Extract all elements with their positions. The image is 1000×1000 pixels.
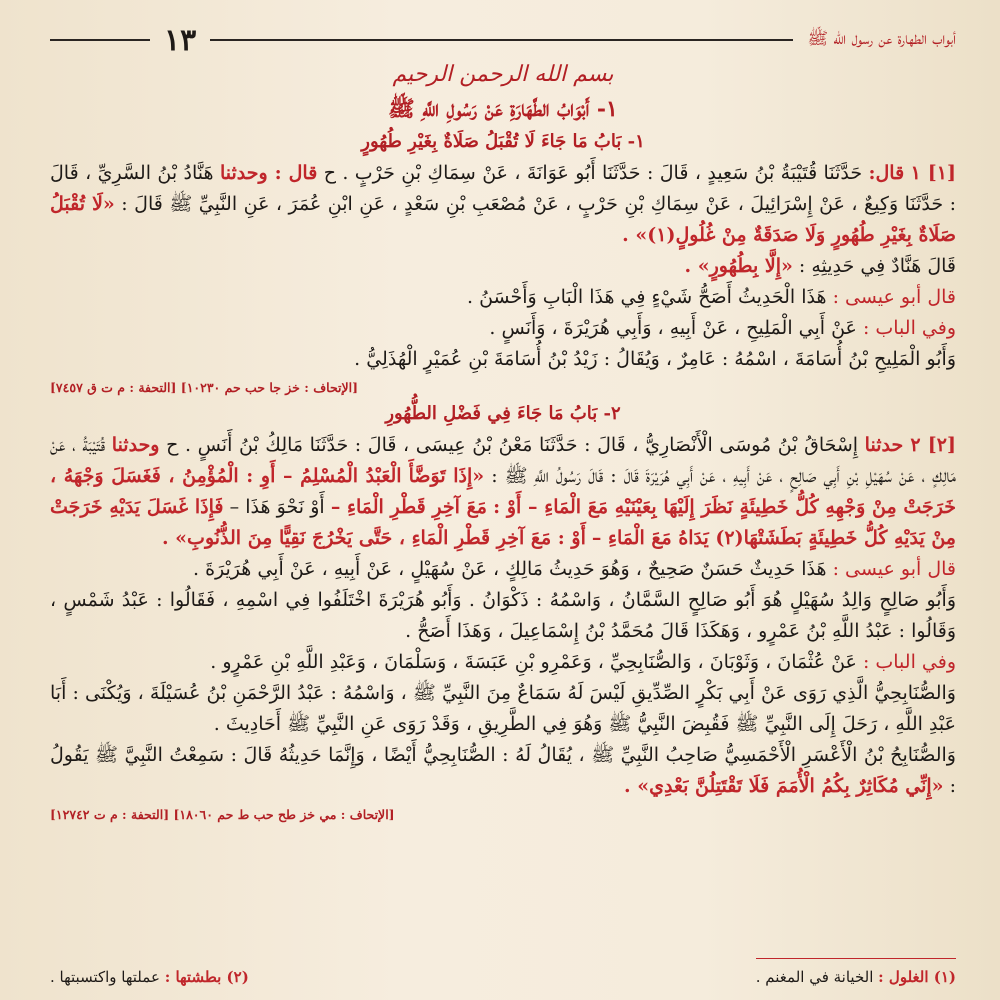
narration-lead: وحدثنا (111, 434, 160, 456)
text-run: عَنْ أَبِي الْمَلِيحِ ، عَنْ أَبِيهِ ، وَأَبِي هُرَيْرَةَ ، وَأَنَسٍ . (489, 317, 857, 339)
text-run: وَيُكْنَى : أَبَا عَبْدِ اللَّهِ ، رَحَلَ إِلَى النَّبِيِّ ﷺ فَقُبِضَ النَّبِيُّ ﷺ وَهُوَ فِي الطَّرِيقِ ، وَقَدْ رَوَى عَنِ النَّبِيِّ ﷺ أَحَادِيثَ . (50, 682, 956, 735)
hadith-paragraph (50, 430, 956, 554)
commentary-paragraph: وَأَبُو الْمَلِيحِ بْنُ أُسَامَةَ ، اسْمُهُ : عَامِرٌ ، وَيُقَالُ : زَيْدُ بْنُ أُسَامَةَ بْنِ عُمَيْرٍ الْهُذَلِيُّ . (354, 348, 956, 370)
reference-line: [التحفة : م ت ١٢٧٤٢] [الإتحاف : مي خز طح حب ط حم ١٨٠٦٠] (50, 807, 395, 822)
footnote-1 (756, 968, 956, 986)
hadith-matn: الْعَبْدُ الْمُسْلِمُ – أَوِ : الْمُؤْمِنُ ، فَغَسَلَ وَجْهَهُ ، خَرَجَتْ مِنْ وَجْهِهِ كُلُّ خَطِيئَةٍ نَظَرَ إِلَيْهَا بِعَيْنَيْهِ مَعَ الْمَاءِ – أَوْ : (50, 465, 956, 518)
footnote-text: الخيانة في المغنم . (755, 968, 874, 986)
text-run: قَالَ : (121, 193, 163, 215)
abu-isa-label: قال أبو عيسى : (832, 558, 956, 580)
commentary-paragraph (50, 585, 956, 647)
text-run: حَدَّثَنَا قُتَيْبَةُ بْنُ سَعِيدٍ ، قَالَ : حَدَّثَنَا أَبُو عَوَانَةَ ، عَنْ سِمَاكِ بْنِ حَرْبٍ . ح (323, 162, 863, 184)
text-run: هَنَّادُ بْنُ السَّرِيِّ ، (85, 162, 214, 184)
text-run: سَمِعْتُ النَّبِيَّ ﷺ يَقُولُ : (50, 744, 956, 797)
chapter-heading: ١- أَبْوَابُ الطَّهَارَةِ عَنْ رَسُولِ اللَّهِ ﷺ (388, 96, 618, 122)
running-head: أبواب الطهارة عن رسول الله ﷺ (807, 28, 956, 49)
commentary-paragraph (50, 647, 956, 678)
hadith-matn: أَوْ : مَعَ آخِرِ قَطْرِ الْمَاءِ ، حَتَّى يَخْرُجَ نَقِيًّا مِنَ الذُّنُوبِ» . (161, 527, 586, 549)
hadith-matn: «لَا تُقْبَلُ صَلَاةٌ بِغَيْرِ طُهُورٍ وَلَا صَدَقَةٌ مِنْ غُلُولٍ(١)» . (50, 193, 956, 246)
hadith-number: [١] ١ (910, 162, 956, 184)
header-rule (210, 39, 793, 41)
narration-lead: [٢] ٢ حدثنا (864, 434, 956, 456)
footnote-key: (١) الغلول : (878, 968, 956, 986)
abu-isa-label: قال أبو عيسى : (832, 286, 956, 308)
hadith-paragraph (50, 158, 956, 251)
text-run: وَالصُّنَابِحُ بْنُ الْأَعْسَرِ الْأَحْمَسِيُّ صَاحِبُ النَّبِيِّ ﷺ ، يُقَالُ لَهُ : الصُّنَابِحِيُّ أَيْضًا ، وَإِنَّمَا حَدِيثُهُ قَالَ : (230, 744, 956, 766)
section-heading-2: ٢- بَابُ مَا جَاءَ فِي فَضْلِ الطُّهُورِ (385, 403, 621, 424)
text-run: هَذَا الْحَدِيثُ أَصَحُّ شَيْءٍ فِي هَذَا الْبَابِ وَأَحْسَنُ . (466, 286, 827, 308)
reference-line: [التحفة : م ت ق ٧٤٥٧] [الإتحاف : خز جا حب حم ١٠٢٣٠] (50, 380, 359, 395)
page-header (50, 20, 956, 60)
commentary-paragraph (50, 251, 956, 282)
hadith-matn: فَإِذَا غَسَلَ يَدَيْهِ خَرَجَتْ مِنْ يَدَيْهِ كُلُّ خَطِيئَةٍ بَطَشَتْهَا(٢) يَدَاهُ مَعَ الْمَاءِ – (50, 496, 956, 549)
commentary-paragraph (50, 678, 956, 740)
text-run: وَأَبُو صَالِحٍ وَالِدُ سُهَيْلٍ هُوَ أَبُو صَالِحٍ السَّمَّانُ ، وَاسْمُهُ : ذَكْوَانُ . وَأَبُو هُرَيْرَةَ اخْتَلَفُوا فِي اسْمِهِ ، فَقَالُوا : (156, 589, 956, 611)
text-run: عَبْدُ شَمْسٍ ، وَقَالُوا : عَبْدُ اللَّهِ بْنُ عَمْرٍو ، وَهَكَذَا قَالَ مُحَمَّدُ بْنُ إِسْمَاعِيلَ ، وَهَذَا أَصَحُّ . (50, 589, 956, 642)
section-heading-1: ١- بَابُ مَا جَاءَ لَا تُقْبَلُ صَلَاةٌ بِغَيْرِ طُهُورٍ (361, 131, 645, 152)
footnote-key: (٢) بطشتها : (164, 968, 249, 986)
text-run: قَالَ هَنَّادٌ فِي حَدِيثِهِ : (798, 255, 956, 277)
commentary-paragraph (50, 740, 956, 802)
text-run: عَنْ عُثْمَانَ ، وَثَوْبَانَ ، وَالصُّنَابِحِيِّ ، وَعَمْرِو بْنِ عَبَسَةَ ، وَسَلْمَانَ ، وَعَبْدِ اللَّهِ بْنِ عَمْرٍو . (210, 651, 857, 673)
narration-lead: قال : وحدثنا (219, 162, 318, 184)
basmala: بسم الله الرحمن الرحيم (392, 62, 614, 87)
commentary-paragraph (50, 313, 956, 344)
hadith-matn: «إِذَا تَوَضَّأَ (408, 465, 485, 487)
hadith-matn: مَعَ آخِرِ قَطْرِ الْمَاءِ – (330, 496, 487, 518)
text-run: قُتَيْبَةُ ، عَنْ مَالِكٍ ، عَنْ سُهَيْلِ بْنِ أَبِي صَالِحٍ ، عَنْ أَبِيهِ ، عَنْ أَبِي هُرَيْرَةَ قَالَ : قَالَ رَسُولُ اللَّهِ ﷺ : (50, 434, 956, 487)
fi-al-bab-label: وفي الباب : (862, 651, 956, 673)
footnote-text: عملتها واكتسبتها . (50, 968, 160, 986)
hadith-matn: «إِلَّا بِطُهُورٍ» . (684, 255, 793, 277)
commentary-paragraph (50, 554, 956, 585)
commentary-paragraph (50, 282, 956, 313)
page-number: ١٣ (164, 22, 197, 58)
header-rule-short (50, 39, 150, 41)
footnote-2 (50, 968, 249, 986)
text-run: إِسْحَاقُ بْنُ مُوسَى الْأَنْصَارِيُّ ، قَالَ : حَدَّثَنَا مَعْنُ بْنُ عِيسَى ، قَالَ : حَدَّثَنَا مَالِكُ بْنُ أَنَسٍ . ح (166, 434, 859, 456)
text-run: أَوْ نَحْوَ هَذَا – (229, 496, 325, 518)
text-run: قَالَ : حَدَّثَنَا وَكِيعٌ ، عَنْ إِسْرَائِيلَ ، عَنْ سِمَاكِ بْنِ حَرْبٍ ، عَنْ مُصْعَبِ بْنِ سَعْدٍ ، عَنِ ابْنِ عُمَرَ ، عَنِ النَّبِيِّ ﷺ (50, 162, 956, 215)
text-run: هَذَا حَدِيثٌ حَسَنٌ صَحِيحٌ ، وَهُوَ حَدِيثُ مَالِكٍ ، عَنْ سُهَيْلٍ ، عَنْ أَبِيهِ ، عَنْ أَبِي هُرَيْرَةَ . (192, 558, 827, 580)
fi-al-bab-label: وفي الباب : (862, 317, 956, 339)
footnote-rule (756, 958, 956, 959)
text-run: وَالصُّنَابِحِيُّ الَّذِي رَوَى عَنْ أَبِي بَكْرٍ الصِّدِّيقِ لَيْسَ لَهُ سَمَاعٌ مِنَ النَّبِيِّ ﷺ ، وَاسْمُهُ : عَبْدُ الرَّحْمَنِ بْنُ عُسَيْلَةَ ، (137, 682, 956, 704)
hadith-matn: «إِنِّي مُكَاثِرٌ بِكُمُ الْأُمَمَ فَلَا تَقْتَتِلُنَّ بَعْدِي» . (624, 775, 944, 797)
narration-lead: قال: (868, 162, 905, 184)
footnotes (50, 968, 956, 986)
